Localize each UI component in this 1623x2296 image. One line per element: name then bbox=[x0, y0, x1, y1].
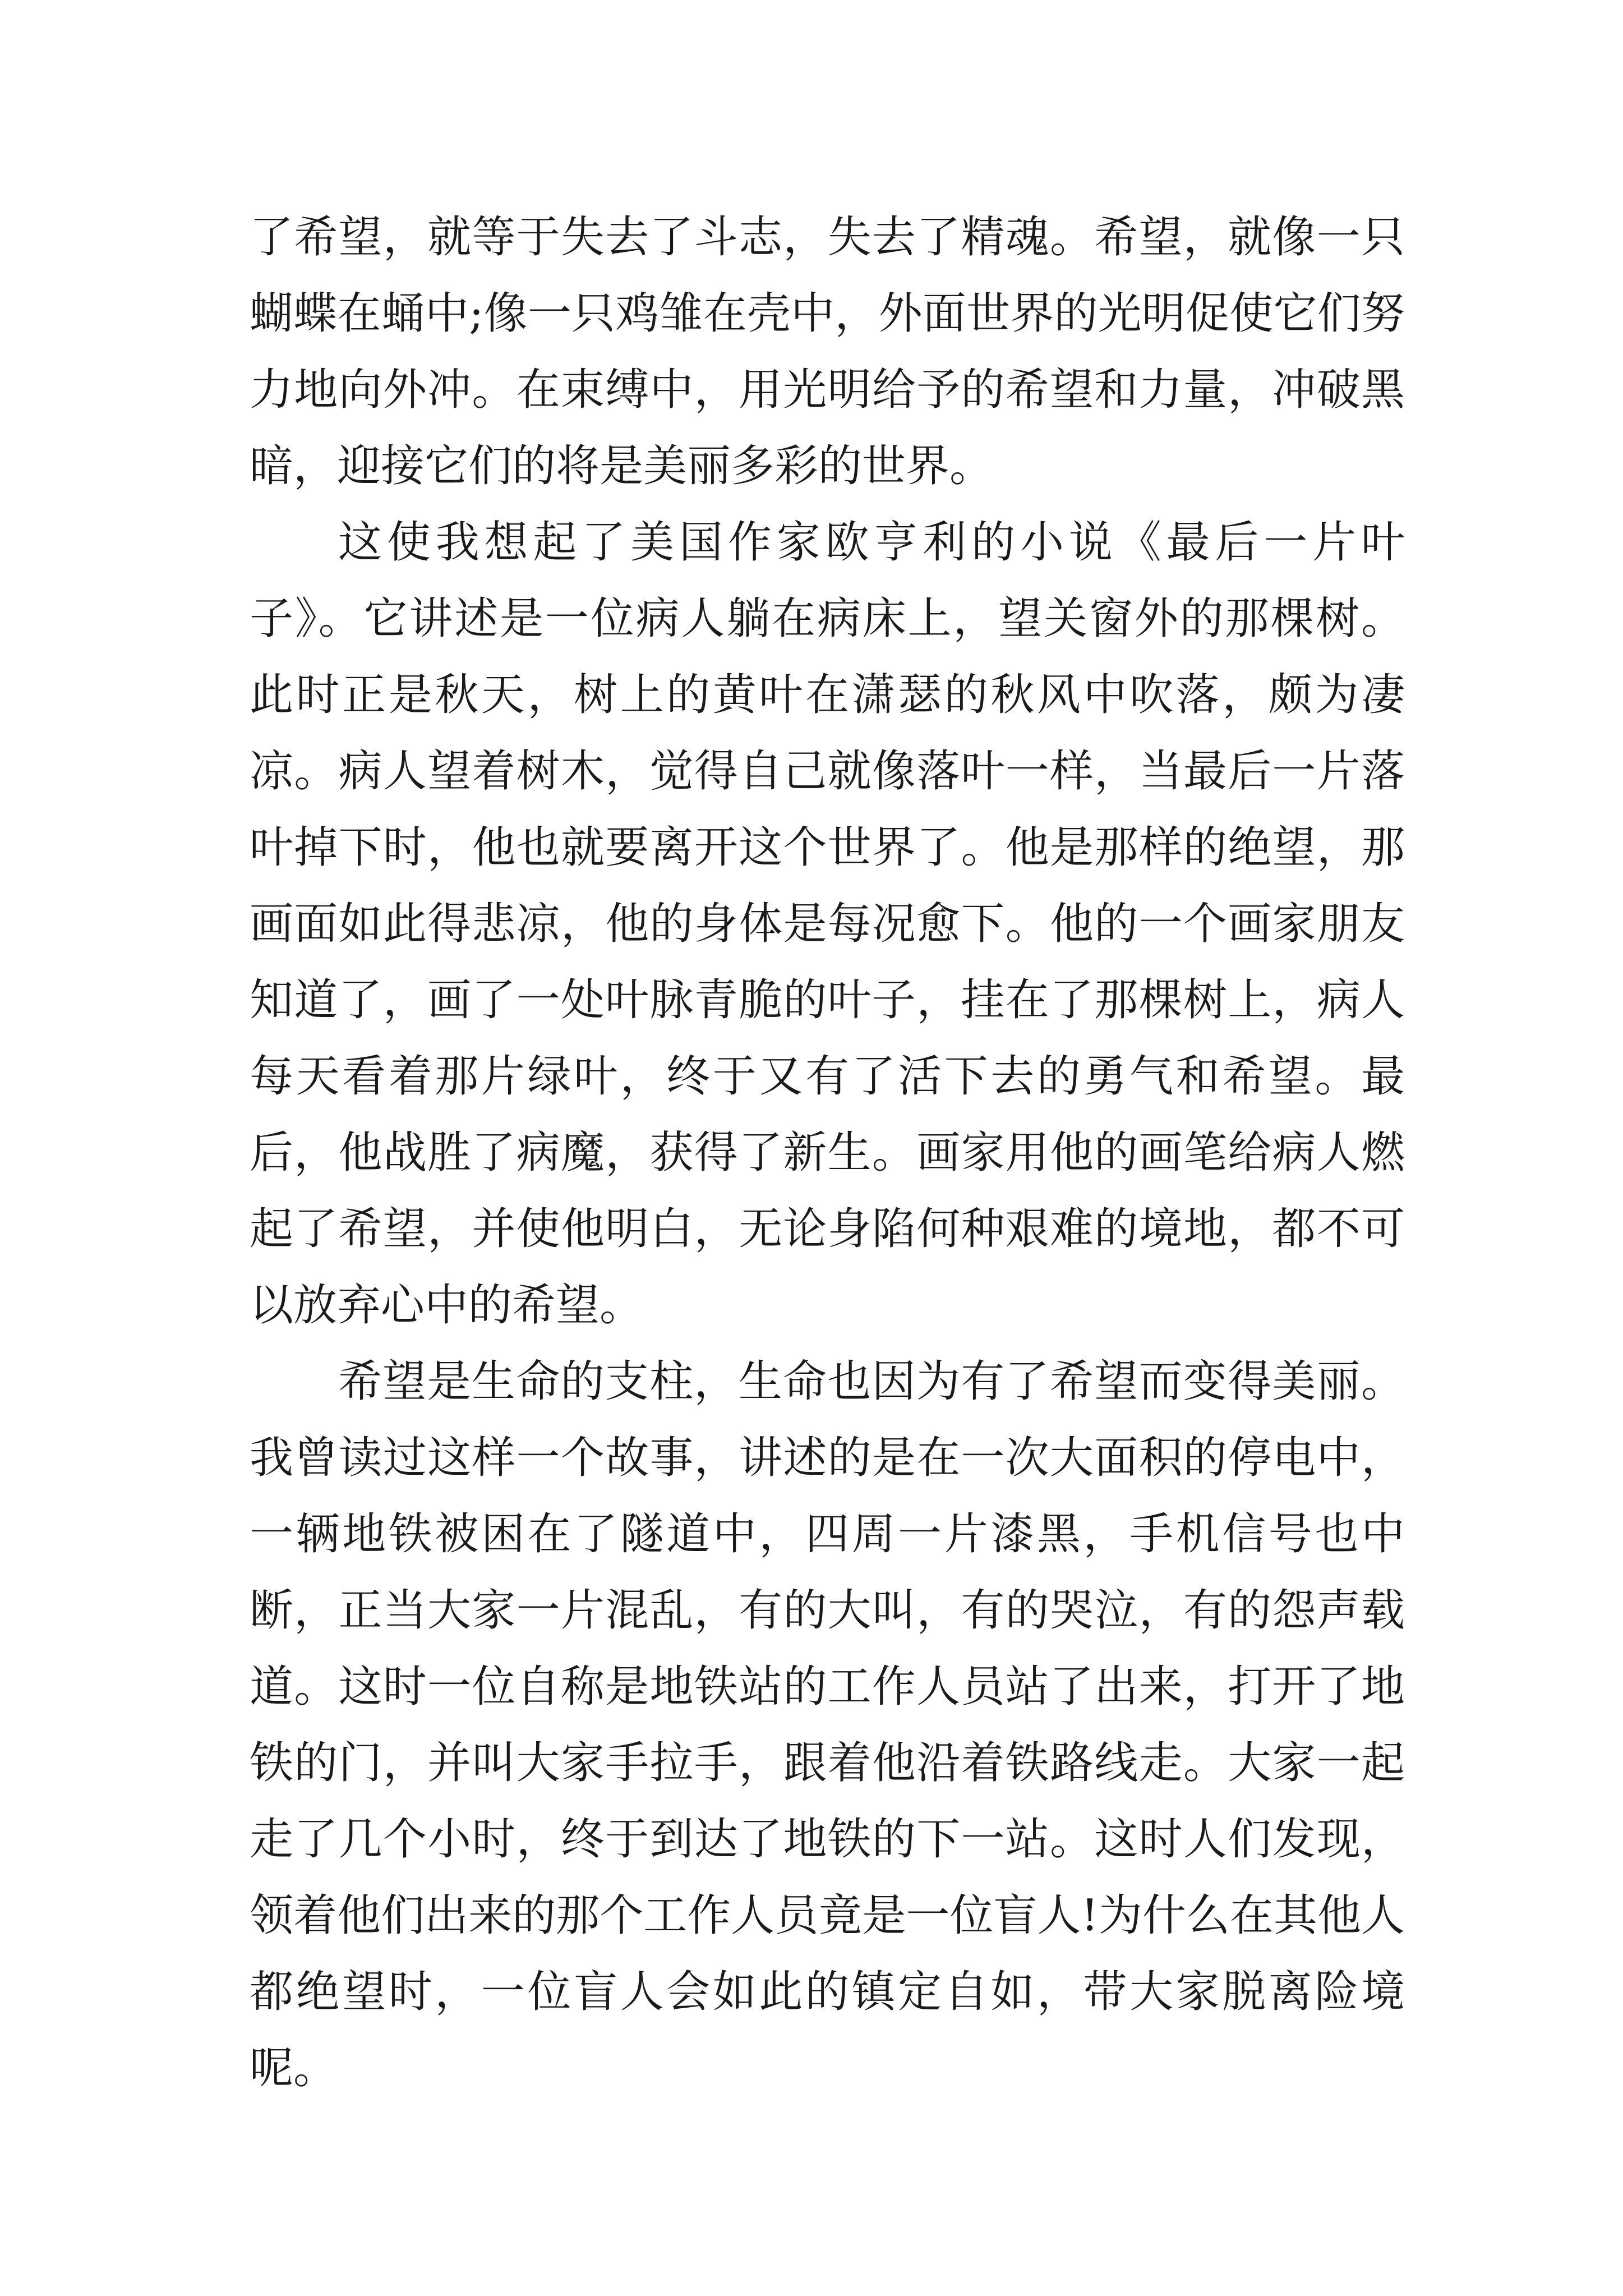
paragraph-last-leaf-story: 这使我想起了美国作家欧亨利的小说《最后一片叶子》。它讲述是一位病人躺在病床上，望关窗外的那棵树。此时正是秋天，树上的黄叶在潇瑟的秋风中吹落，颇为凄凉。病人望着树木，觉得自己就像落叶一样，当最后一片落叶掉下时，他也就要离开这个世界了。他是那样的绝望，那画面如此得悲凉，他的身体是每况愈下。他的一个画家朋友知道了，画了一处叶脉青脆的叶子，挂在了那棵树上，病人每天看着那片绿叶，终于又有了活下去的勇气和希望。最后，他战胜了病魔，获得了新生。画家用他的画笔给病人燃起了希望，并使他明白，无论身陷何种艰难的境地，都不可以放弃心中的希望。 bbox=[250, 517, 1405, 1331]
body-text bbox=[250, 199, 1405, 2106]
paragraph-continuation: 了希望，就等于失去了斗志，失去了精魂。希望，就像一只蝴蝶在蛹中;像一只鸡雏在壳中，外面世界的光明促使它们努力地向外冲。在束缚中，用光明给予的希望和力量，冲破黑暗，迎接它们的将是美丽多彩的世界。 bbox=[250, 212, 1405, 491]
paragraph-subway-story: 希望是生命的支柱，生命也因为有了希望而变得美丽。我曾读过这样一个故事，讲述的是在一次大面积的停电中，一辆地铁被困在了隧道中，四周一片漆黑，手机信号也中断，正当大家一片混乱，有的大叫，有的哭泣，有的怨声载道。这时一位自称是地铁站的工作人员站了出来，打开了地铁的门，并叫大家手拉手，跟着他沿着铁路线走。大家一起走了几个小时，终于到达了地铁的下一站。这时人们发现，领着他们出来的那个工作人员竟是一位盲人!为什么在其他人都绝望时，一位盲人会如此的镇定自如，带大家脱离险境呢。 bbox=[250, 1356, 1405, 2093]
